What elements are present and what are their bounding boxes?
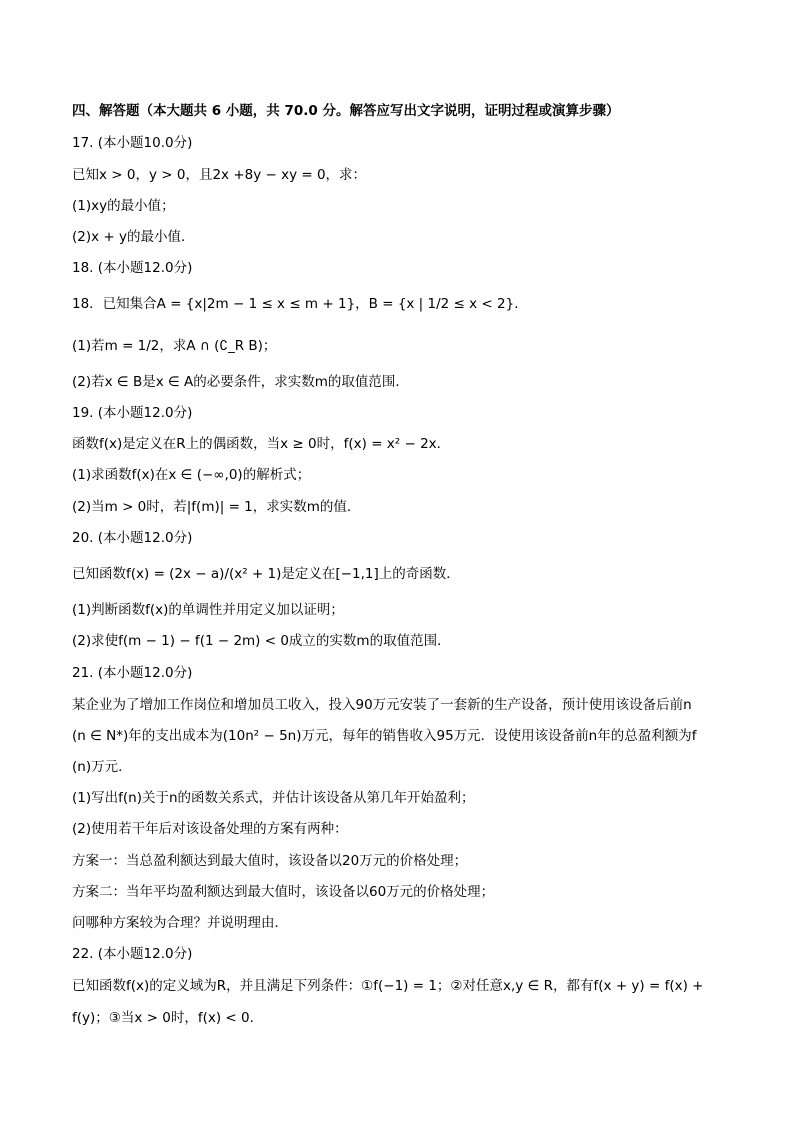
question-21-line-8: 问哪种方案较为合理？并说明理由．	[72, 915, 288, 931]
question-20-line-1: 已知函数f(x) = (2x − a)/(x² + 1)是定义在[−1,1]上的奇函数．	[72, 566, 460, 582]
question-18-line-1: 18．已知集合A = {x|2m − 1 ≤ x ≤ m + 1}，B = {x | 1/2 ≤ x < 2}．	[72, 296, 528, 312]
question-20-line-2: (1)判断函数f(x)的单调性并用定义加以证明；	[72, 602, 344, 618]
question-21-line-2: (n ∈ N*)年的支出成本为(10n² − 5n)万元，每年的销售收入95万元．设使用该设备前n年的总盈利额为f	[72, 728, 697, 744]
question-21-line-5: (2)使用若干年后对该设备处理的方案有两种：	[72, 821, 348, 837]
question-18-line-2: (1)若m = 1/2，求A ∩ (∁_R B)；	[72, 338, 277, 354]
question-19-line-3: (2)当m > 0时，若|f(m)| = 1，求实数m的值．	[72, 499, 361, 515]
question-21-header: 21. (本小题12.0分)	[72, 665, 193, 681]
question-17-line-3: (2)x + y的最小值．	[72, 229, 195, 245]
question-22-header: 22. (本小题12.0分)	[72, 946, 193, 962]
question-19-line-1: 函数f(x)是定义在R上的偶函数，当x ≥ 0时，f(x) = x² − 2x．	[72, 436, 451, 452]
question-20-line-3: (2)求使f(m − 1) − f(1 − 2m) < 0成立的实数m的取值范围．	[72, 633, 451, 649]
question-18-header: 18. (本小题12.0分)	[72, 260, 193, 276]
question-22-line-2: f(y)；③当x > 0时，f(x) < 0．	[72, 1010, 264, 1026]
question-21-line-7: 方案二：当年平均盈利额达到最大值时，该设备以60万元的价格处理；	[72, 884, 495, 900]
question-20-header: 20. (本小题12.0分)	[72, 530, 193, 546]
question-17-line-2: (1)xy的最小值；	[72, 198, 175, 214]
question-18-line-3: (2)若x ∈ B是x ∈ A的必要条件，求实数m的取值范围．	[72, 374, 409, 390]
question-21-line-3: (n)万元．	[72, 759, 132, 775]
question-21-line-1: 某企业为了增加工作岗位和增加员工收入，投入90万元安装了一套新的生产设备，预计使用该设备后前n	[72, 697, 692, 713]
question-21-line-6: 方案一：当总盈利额达到最大值时，该设备以20万元的价格处理；	[72, 853, 468, 869]
question-19-header: 19. (本小题12.0分)	[72, 405, 193, 421]
question-22-line-1: 已知函数f(x)的定义域为R，并且满足下列条件：①f(−1) = 1；②对任意x,y ∈ R，都有f(x + y) = f(x) +	[72, 978, 704, 994]
section-header: 四、解答题（本大题共 6 小题，共 70.0 分。解答应写出文字说明，证明过程或演算步骤）	[72, 103, 620, 119]
question-17-header: 17. (本小题10.0分)	[72, 135, 193, 151]
question-21-line-4: (1)写出f(n)关于n的函数关系式，并估计该设备从第几年开始盈利；	[72, 790, 475, 806]
question-19-line-2: (1)求函数f(x)在x ∈ (−∞,0)的解析式；	[72, 467, 311, 483]
question-17-line-1: 已知x > 0，y > 0，且2x +8y − xy = 0，求：	[72, 167, 367, 183]
